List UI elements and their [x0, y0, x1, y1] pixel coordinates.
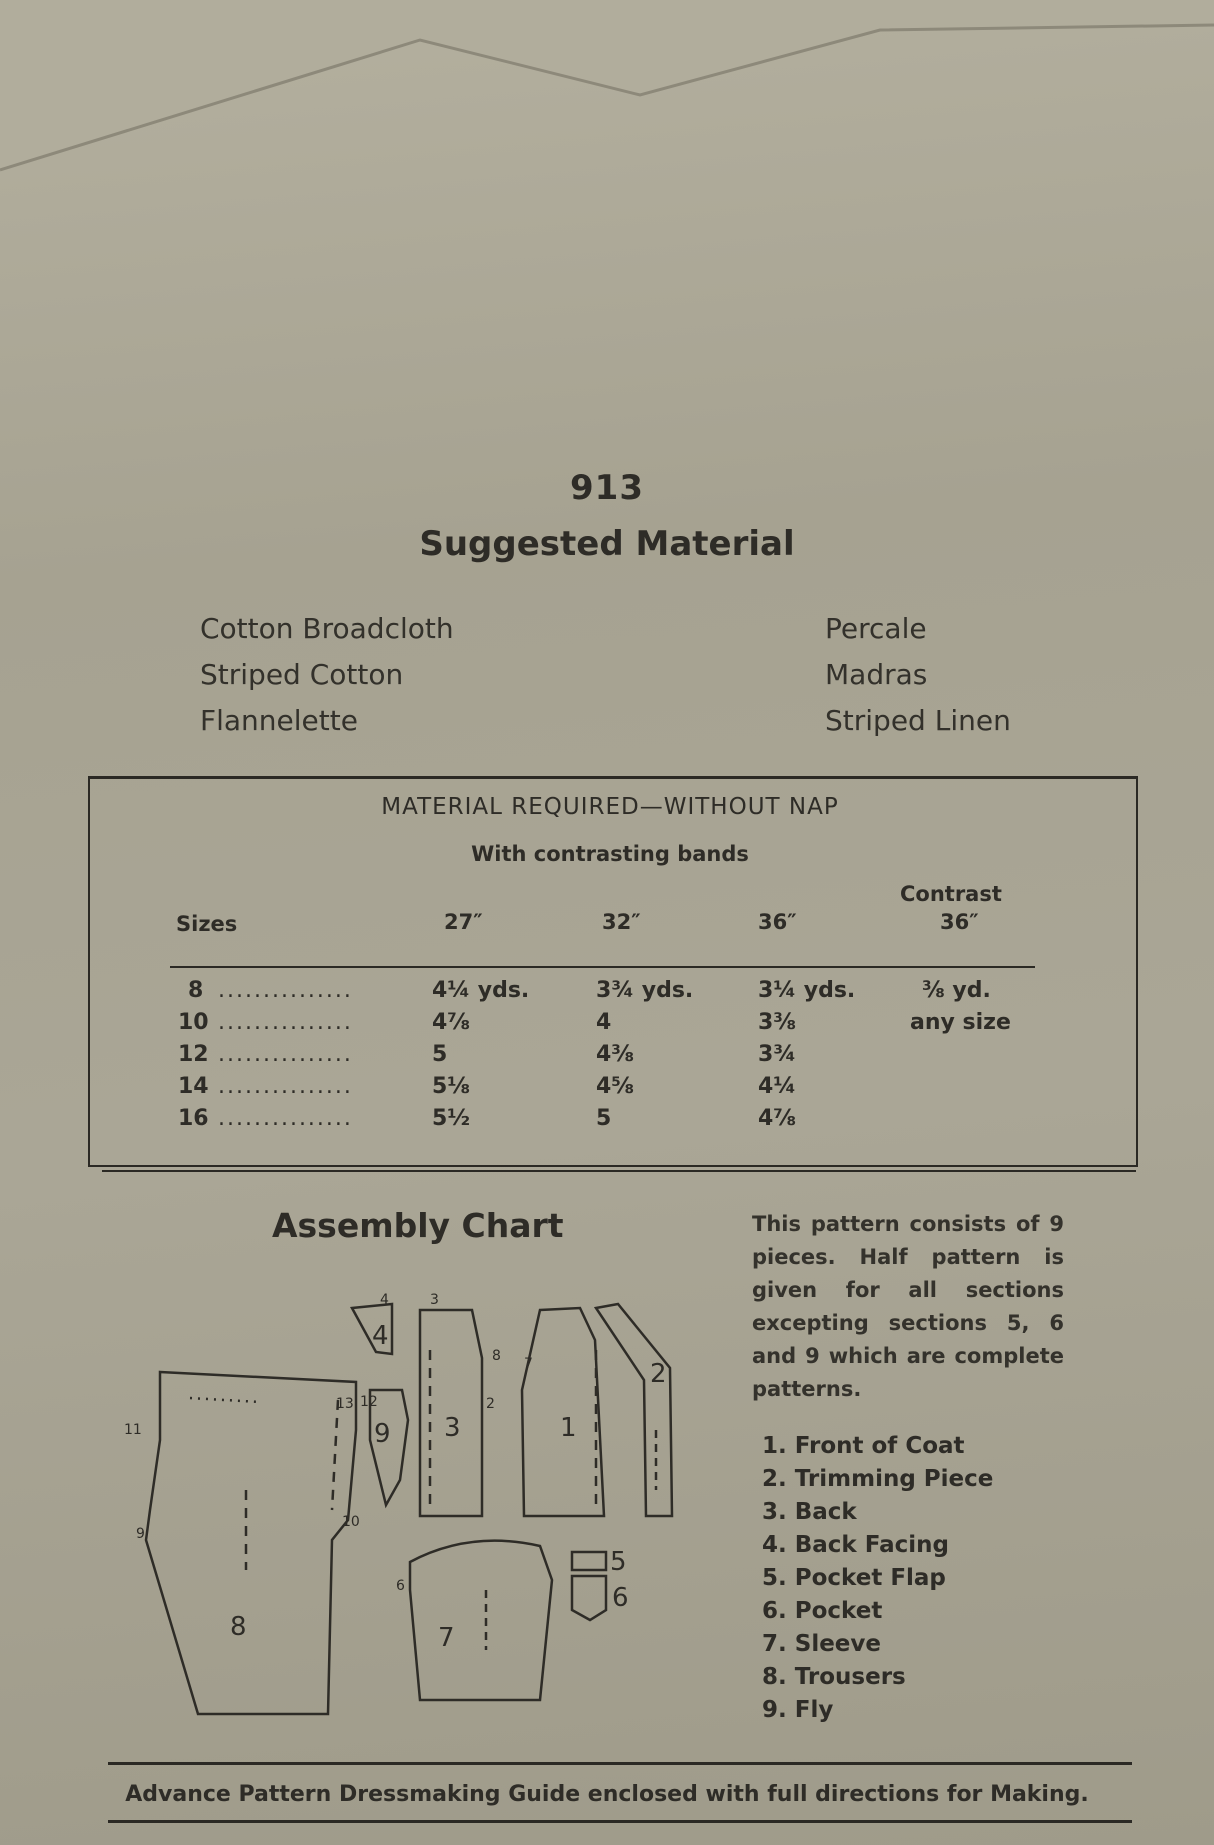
notch-label: 12	[360, 1394, 378, 1410]
list-item: 9. Fly	[762, 1697, 834, 1723]
cell-27: 5⅛	[432, 1074, 471, 1099]
assembly-chart-title: Assembly Chart	[272, 1206, 564, 1245]
table-body	[176, 978, 1036, 1148]
piece-sleeve	[410, 1541, 552, 1700]
diagram-label-3: 3	[444, 1413, 461, 1443]
notch-label: 4	[380, 1292, 389, 1308]
footer-rule-bottom	[108, 1820, 1132, 1823]
notch-label: 8	[492, 1348, 501, 1364]
cell-size: 14	[178, 1074, 209, 1099]
cell-size: 16	[178, 1106, 209, 1131]
materials-right	[825, 606, 1011, 744]
material-item: Flannelette	[200, 704, 358, 737]
list-item: 2. Trimming Piece	[762, 1466, 994, 1492]
cell-36: 4¼	[758, 1074, 797, 1099]
leader-dots: ...............	[218, 1042, 353, 1067]
material-table-subtitle: With contrasting bands	[471, 842, 749, 866]
list-item: 7. Sleeve	[762, 1631, 881, 1657]
notch-label: 3	[430, 1292, 439, 1308]
cell-32: 4⅝	[596, 1074, 635, 1099]
footer-rule-top	[108, 1762, 1132, 1765]
list-item: 6. Pocket	[762, 1598, 883, 1624]
header-contrast-width: 36″	[940, 910, 979, 934]
cell-27: 5½	[432, 1106, 471, 1131]
cell-32: 4⅜	[596, 1042, 635, 1067]
material-item: Madras	[825, 658, 928, 691]
suggested-material-title: Suggested Material	[419, 524, 795, 564]
list-item: 3. Back	[762, 1499, 857, 1525]
material-item: Percale	[825, 612, 927, 645]
pattern-description: This pattern consists of 9 pieces. Half pattern is given for all sections excepting sections 5, 6 and 9 which are complete patterns.	[752, 1212, 1064, 1401]
diagram-label-4: 4	[372, 1321, 389, 1351]
cell-32: 4	[596, 1010, 612, 1035]
piece-trimming	[596, 1304, 672, 1516]
piece-pocket	[572, 1576, 606, 1620]
table-bottom-rule	[102, 1170, 1136, 1172]
cell-contrast: any size	[910, 1010, 1011, 1035]
diagram-label-7: 7	[438, 1623, 455, 1653]
header-36: 36″	[758, 910, 797, 934]
leader-dots: ...............	[218, 978, 353, 1003]
cell-32: 3¾ yds.	[596, 978, 694, 1003]
cell-32: 5	[596, 1106, 612, 1131]
cell-36: 3¾	[758, 1042, 797, 1067]
list-item: 4. Back Facing	[762, 1532, 949, 1558]
cell-size: 8	[188, 978, 204, 1003]
parts-list	[762, 1430, 993, 1727]
diagram-label-6: 6	[612, 1583, 629, 1613]
piece-front	[522, 1308, 604, 1516]
notch-label: 7	[524, 1356, 533, 1372]
diagram-label-5: 5	[610, 1547, 627, 1577]
header-27: 27″	[444, 910, 483, 934]
cell-36: 3⅜	[758, 1010, 797, 1035]
diagram-label-2: 2	[650, 1359, 667, 1389]
cell-27: 4⅞	[432, 1010, 471, 1035]
assembly-chart-diagram	[120, 1290, 680, 1730]
cell-36: 4⅞	[758, 1106, 797, 1131]
cell-contrast: ⅜ yd.	[922, 978, 991, 1003]
piece-trousers	[146, 1372, 356, 1714]
notch-label: 2	[486, 1396, 495, 1412]
diagram-label-9: 9	[374, 1419, 391, 1449]
header-sizes: Sizes	[176, 912, 238, 936]
cell-27: 4¼ yds.	[432, 978, 530, 1003]
diagram-label-8: 8	[230, 1612, 247, 1642]
notch-label: 6	[396, 1578, 405, 1594]
material-item: Cotton Broadcloth	[200, 612, 454, 645]
piece-pocket-flap	[572, 1552, 606, 1570]
material-table-title: MATERIAL REQUIRED—WITHOUT NAP	[381, 794, 839, 820]
list-item: 1. Front of Coat	[762, 1433, 965, 1459]
cell-size: 12	[178, 1042, 209, 1067]
table-header-rule	[170, 966, 1035, 968]
notch-label: 13	[336, 1396, 354, 1412]
header-32: 32″	[602, 910, 641, 934]
notch-label: 11	[124, 1422, 142, 1438]
envelope-flap	[0, 0, 1214, 190]
notch-label: 10	[342, 1514, 360, 1530]
cell-size: 10	[178, 1010, 209, 1035]
notch-label: 9	[136, 1526, 145, 1542]
header-contrast: Contrast	[900, 882, 1002, 906]
footer-note: Advance Pattern Dressmaking Guide enclosed with full directions for Making.	[125, 1782, 1089, 1807]
diagram-label-1: 1	[560, 1413, 577, 1443]
cell-27: 5	[432, 1042, 448, 1067]
leader-dots: ...............	[218, 1074, 353, 1099]
list-item: 5. Pocket Flap	[762, 1565, 946, 1591]
material-item: Striped Linen	[825, 704, 1011, 737]
list-item: 8. Trousers	[762, 1664, 906, 1690]
material-item: Striped Cotton	[200, 658, 404, 691]
leader-dots: ...............	[218, 1106, 353, 1131]
leader-dots: ...............	[218, 1010, 353, 1035]
pattern-number: 913	[570, 468, 644, 508]
materials-left	[200, 606, 454, 744]
cell-36: 3¼ yds.	[758, 978, 856, 1003]
